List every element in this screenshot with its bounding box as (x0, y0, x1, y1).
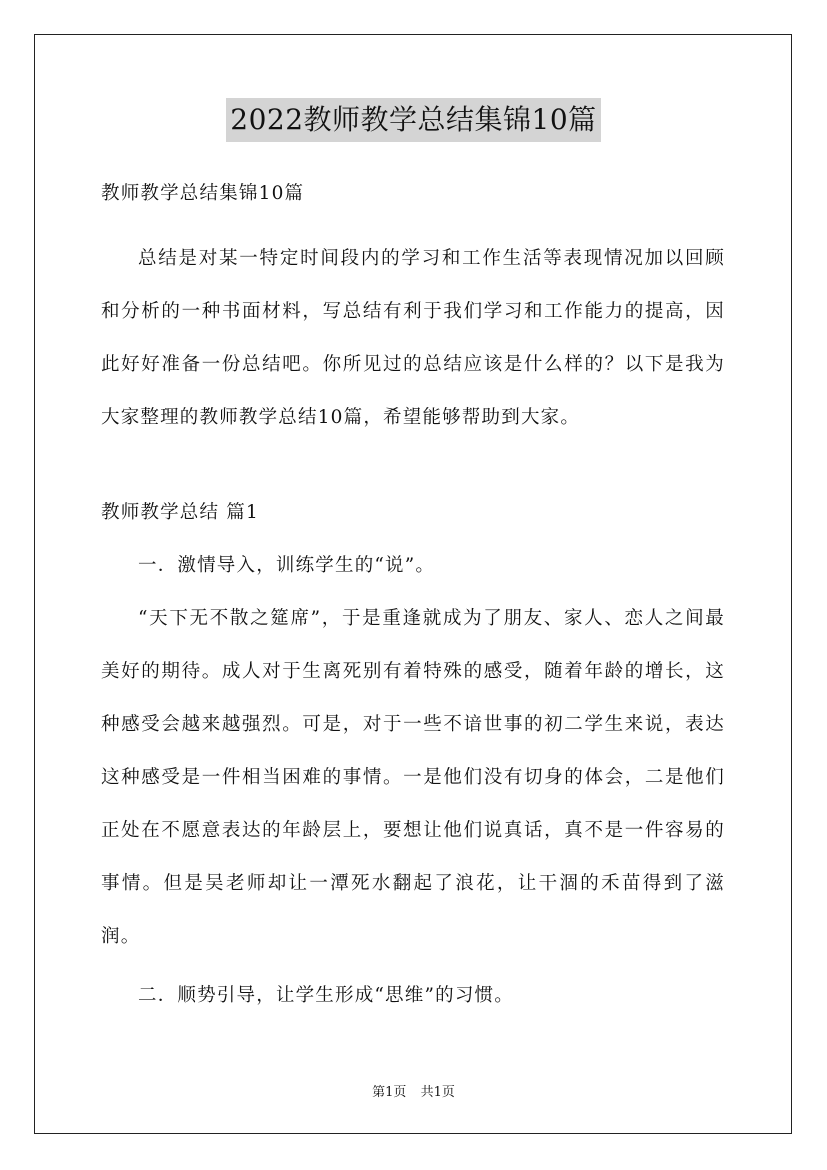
page-total: 共1页 (420, 1085, 455, 1100)
point-heading-1: 一．激情导入，训练学生的“说”。 (138, 555, 436, 576)
section-heading: 教师教学总结 篇1 (101, 502, 259, 523)
title-container (0, 98, 827, 142)
page-footer (0, 1081, 827, 1100)
page-number: 第1页 (372, 1085, 407, 1100)
intro-paragraph: 总结是对某一特定时间段内的学习和工作生活等表现情况加以回顾和分析的一种书面材料，写总结有利于我们学习和工作能力的提高，因此好好准备一份总结吧。你所见过的总结应该是什么样的？以下是我为大家整理的教师教学总结10篇，希望能够帮助到大家。 (101, 248, 725, 428)
document-body (101, 174, 725, 1022)
document-title: 2022教师教学总结集锦10篇 (226, 98, 600, 142)
document-subtitle: 教师教学总结集锦10篇 (101, 183, 305, 204)
body-paragraph-1: “天下无不散之筵席”，于是重逢就成为了朋友、家人、恋人之间最美好的期待。成人对于生离死别有着特殊的感受，随着年龄的增长，这种感受会越来越强烈。可是，对于一些不谙世事的初二学生来说，表达这种感受是一件相当困难的事情。一是他们没有切身的体会，二是他们正处在不愿意表达的年龄层上，要想让他们说真话，真不是一件容易的事情。但是吴老师却让一潭死水翻起了浪花，让干涸的禾苗得到了滋润。 (101, 608, 725, 947)
point-heading-2: 二．顺势引导，让学生形成“思维”的习惯。 (138, 985, 514, 1006)
